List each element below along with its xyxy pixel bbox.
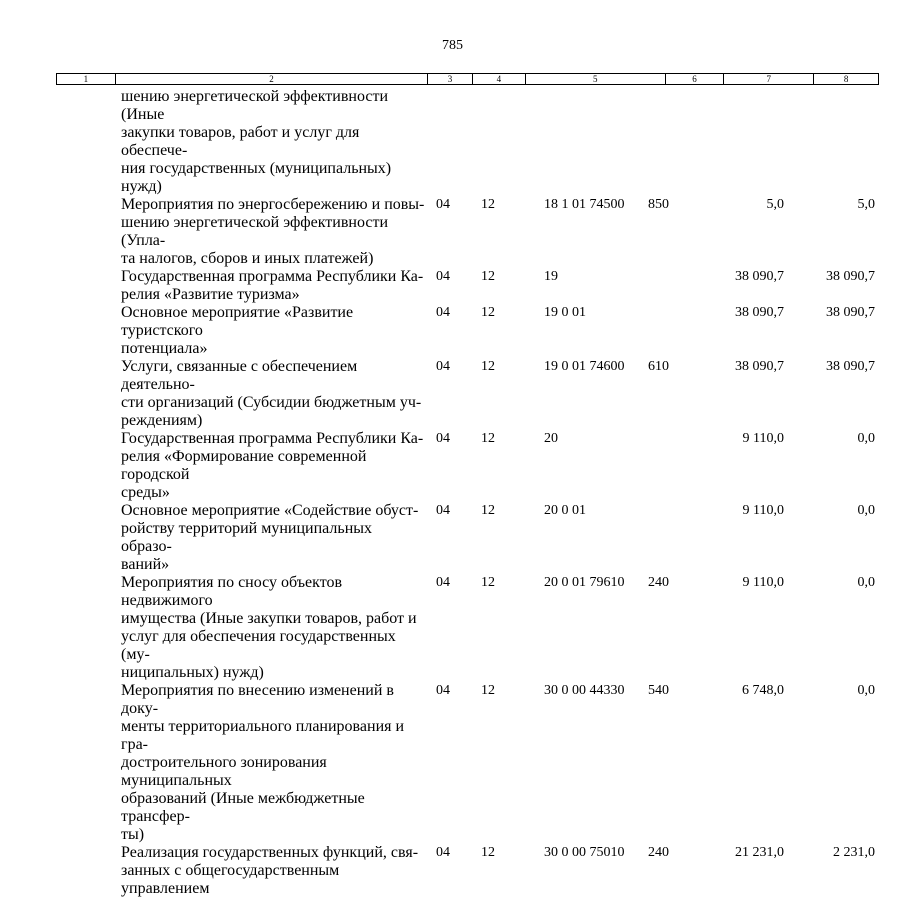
description-line: Реализация государственных функций, свя- xyxy=(121,844,419,861)
amount-year-2-cell: 0,0 xyxy=(857,575,875,590)
subsection-code-cell: 12 xyxy=(481,197,495,212)
table-row xyxy=(0,844,905,898)
amount-year-1-cell: 9 110,0 xyxy=(742,575,784,590)
target-article-cell: 20 0 01 79610 xyxy=(544,575,625,590)
amount-year-1-cell: 38 090,7 xyxy=(735,305,784,320)
section-code-cell: 04 xyxy=(436,269,450,284)
description-line: релия «Формирование современной городской xyxy=(121,448,367,483)
subsection-code-cell: 12 xyxy=(481,431,495,446)
section-code-cell: 04 xyxy=(436,197,450,212)
description-line: менты территориального планирования и гра- xyxy=(121,718,405,753)
description-cell xyxy=(121,502,426,574)
description-line: ния государственных (муниципальных) нужд) xyxy=(121,160,392,195)
budget-table-body xyxy=(0,88,905,898)
amount-year-2-cell: 0,0 xyxy=(857,683,875,698)
section-code-cell: 04 xyxy=(436,683,450,698)
description-cell xyxy=(121,430,426,502)
description-line: среды» xyxy=(121,484,170,501)
description-line: сти организаций (Субсидии бюджетным уч- xyxy=(121,394,422,411)
amount-year-2-cell: 0,0 xyxy=(857,431,875,446)
description-line: Мероприятия по сносу объектов недвижимого xyxy=(121,574,343,609)
amount-year-1-cell: 9 110,0 xyxy=(742,431,784,446)
subsection-code-cell: 12 xyxy=(481,575,495,590)
description-cell xyxy=(121,88,426,196)
target-article-cell: 30 0 00 75010 xyxy=(544,845,625,860)
target-article-cell: 19 0 01 74600 xyxy=(544,359,625,374)
description-line: релия «Развитие туризма» xyxy=(121,286,300,303)
amount-year-1-cell: 9 110,0 xyxy=(742,503,784,518)
description-line: имущества (Иные закупки товаров, работ и xyxy=(121,610,417,627)
description-cell xyxy=(121,574,426,682)
amount-year-2-cell: 38 090,7 xyxy=(826,359,875,374)
expense-type-cell: 240 xyxy=(648,845,669,860)
section-code-cell: 04 xyxy=(436,845,450,860)
description-line: закупки товаров, работ и услуг для обеспече- xyxy=(121,124,360,159)
description-line: та налогов, сборов и иных платежей) xyxy=(121,250,374,267)
subsection-code-cell: 12 xyxy=(481,305,495,320)
table-row xyxy=(0,502,905,574)
section-code-cell: 04 xyxy=(436,359,450,374)
description-line: занных с общегосударственным управлением xyxy=(121,862,340,897)
target-article-cell: 19 xyxy=(544,269,558,284)
target-article-cell: 20 0 01 xyxy=(544,503,586,518)
amount-year-1-cell: 6 748,0 xyxy=(742,683,784,698)
column-number: 8 xyxy=(843,74,849,84)
target-article-cell: 18 1 01 74500 xyxy=(544,197,625,212)
description-line: Услуги, связанные с обеспечением деятельно- xyxy=(121,358,358,393)
description-line: ройству территорий муниципальных образо- xyxy=(121,520,372,555)
table-row xyxy=(0,88,905,196)
description-line: потенциала» xyxy=(121,340,208,357)
amount-year-1-cell: 21 231,0 xyxy=(735,845,784,860)
amount-year-2-cell: 38 090,7 xyxy=(826,305,875,320)
description-line: Мероприятия по внесению изменений в доку- xyxy=(121,682,394,717)
description-line: услуг для обеспечения государственных (му- xyxy=(121,628,396,663)
column-number: 6 xyxy=(666,74,725,84)
subsection-code-cell: 12 xyxy=(481,845,495,860)
description-cell xyxy=(121,304,426,358)
subsection-code-cell: 12 xyxy=(481,683,495,698)
column-number: 5 xyxy=(526,74,666,84)
column-number: 7 xyxy=(724,74,814,84)
description-cell xyxy=(121,196,426,268)
description-line: реждениям) xyxy=(121,412,203,429)
target-article-cell: 19 0 01 xyxy=(544,305,586,320)
page-number: 785 xyxy=(442,38,463,53)
amount-year-2-cell: 38 090,7 xyxy=(826,269,875,284)
description-line: образований (Иные межбюджетные трансфер- xyxy=(121,790,365,825)
column-number: 1 xyxy=(57,74,116,84)
target-article-cell: 20 xyxy=(544,431,558,446)
column-number: 4 xyxy=(473,74,526,84)
subsection-code-cell: 12 xyxy=(481,359,495,374)
description-cell xyxy=(121,358,426,430)
expense-type-cell: 610 xyxy=(648,359,669,374)
description-cell xyxy=(121,844,426,898)
expense-type-cell: 540 xyxy=(648,683,669,698)
table-row xyxy=(0,196,905,268)
column-number: 3 xyxy=(428,74,473,84)
table-row xyxy=(0,682,905,844)
column-number: 2 xyxy=(116,74,428,84)
section-code-cell: 04 xyxy=(436,503,450,518)
description-line: достроительного зонирования муниципальных xyxy=(121,754,327,789)
description-line: Государственная программа Республики Ка- xyxy=(121,268,424,285)
amount-year-2-cell: 5,0 xyxy=(857,197,875,212)
description-cell xyxy=(121,682,426,844)
description-line: ваний» xyxy=(121,556,170,573)
section-code-cell: 04 xyxy=(436,575,450,590)
subsection-code-cell: 12 xyxy=(481,269,495,284)
amount-year-1-cell: 5,0 xyxy=(766,197,784,212)
amount-year-1-cell: 38 090,7 xyxy=(735,359,784,374)
table-row xyxy=(0,574,905,682)
description-line: Мероприятия по энергосбережению и повы- xyxy=(121,196,425,213)
description-line: Основное мероприятие «Развитие туристского xyxy=(121,304,354,339)
column-number-header xyxy=(56,73,879,85)
table-row xyxy=(0,358,905,430)
description-line: ты) xyxy=(121,826,145,843)
amount-year-2-cell: 0,0 xyxy=(857,503,875,518)
description-line: Государственная программа Республики Ка- xyxy=(121,430,424,447)
subsection-code-cell: 12 xyxy=(481,503,495,518)
section-code-cell: 04 xyxy=(436,305,450,320)
description-line: ниципальных) нужд) xyxy=(121,664,264,681)
table-row xyxy=(0,430,905,502)
description-line: шению энергетической эффективности (Упла- xyxy=(121,214,389,249)
amount-year-2-cell: 2 231,0 xyxy=(833,845,875,860)
description-line: шению энергетической эффективности (Иные xyxy=(121,88,389,123)
description-line: Основное мероприятие «Содействие обуст- xyxy=(121,502,419,519)
expense-type-cell: 850 xyxy=(648,197,669,212)
expense-type-cell: 240 xyxy=(648,575,669,590)
target-article-cell: 30 0 00 44330 xyxy=(544,683,625,698)
table-row xyxy=(0,304,905,358)
table-row xyxy=(0,268,905,304)
amount-year-1-cell: 38 090,7 xyxy=(735,269,784,284)
description-cell xyxy=(121,268,426,304)
section-code-cell: 04 xyxy=(436,431,450,446)
